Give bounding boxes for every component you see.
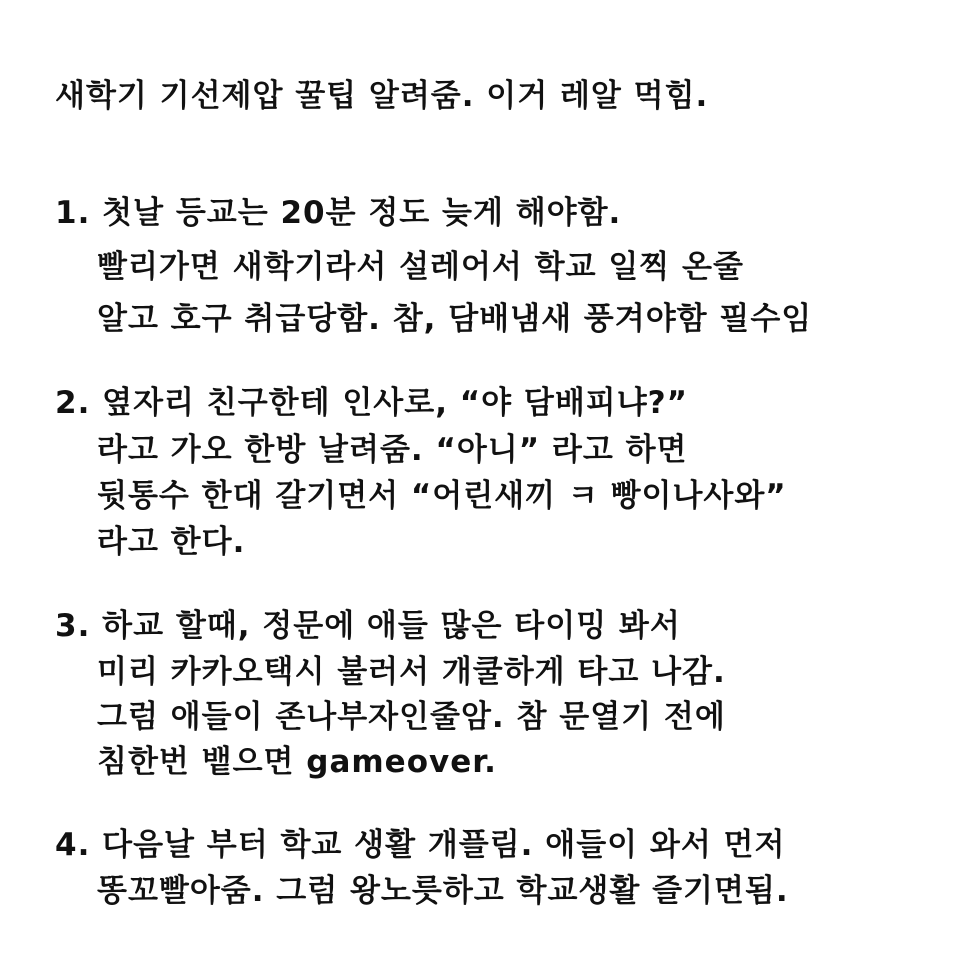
list-item-2-line-1	[55, 383, 688, 423]
list-item-4-line-2: 똥꼬빨아줌. 그럼 왕노릇하고 학교생활 즐기면됨.	[97, 873, 789, 909]
list-item-2-line-3: 뒷통수 한대 갈기면서 “어린새끼 ㅋ 빵이나사와”	[97, 478, 787, 514]
list-item-number: 1.	[55, 195, 91, 231]
page-title: 새학기 기선제압 꿀팁 알려줌. 이거 레알 먹힘.	[55, 78, 709, 114]
list-item-text: 옆자리 친구한테 인사로, “야 담배피냐?”	[102, 385, 689, 421]
list-item-1-line-2: 빨리가면 새학기라서 설레어서 학교 일찍 온줄	[97, 249, 744, 285]
list-item-3-line-4: 침한번 뱉으면 gameover.	[97, 744, 497, 780]
list-item-text: 다음날 부터 학교 생활 개플림. 애들이 와서 먼저	[102, 827, 786, 863]
list-item-number: 4.	[55, 827, 91, 863]
list-item-3-line-2: 미리 카카오택시 불러서 개쿨하게 타고 나감.	[97, 654, 726, 690]
list-item-3-line-3: 그럼 애들이 존나부자인줄암. 참 문열기 전에	[97, 699, 726, 735]
list-item-2-line-4: 라고 한다.	[97, 524, 246, 560]
list-item-3-line-1	[55, 606, 681, 646]
list-item-number: 3.	[55, 608, 91, 644]
list-item-number: 2.	[55, 385, 91, 421]
list-item-1-line-3: 알고 호구 취급당함. 참, 담배냄새 풍겨야함 필수임	[97, 301, 813, 337]
list-item-text: 첫날 등교는 20분 정도 늦게 해야함.	[102, 195, 622, 231]
list-item-text: 하교 할때, 정문에 애들 많은 타이밍 봐서	[102, 608, 681, 644]
list-item-4-line-1	[55, 825, 785, 865]
list-item-1-line-1	[55, 193, 621, 233]
list-item-2-line-2: 라고 가오 한방 날려줌. “아니” 라고 하면	[97, 432, 688, 468]
